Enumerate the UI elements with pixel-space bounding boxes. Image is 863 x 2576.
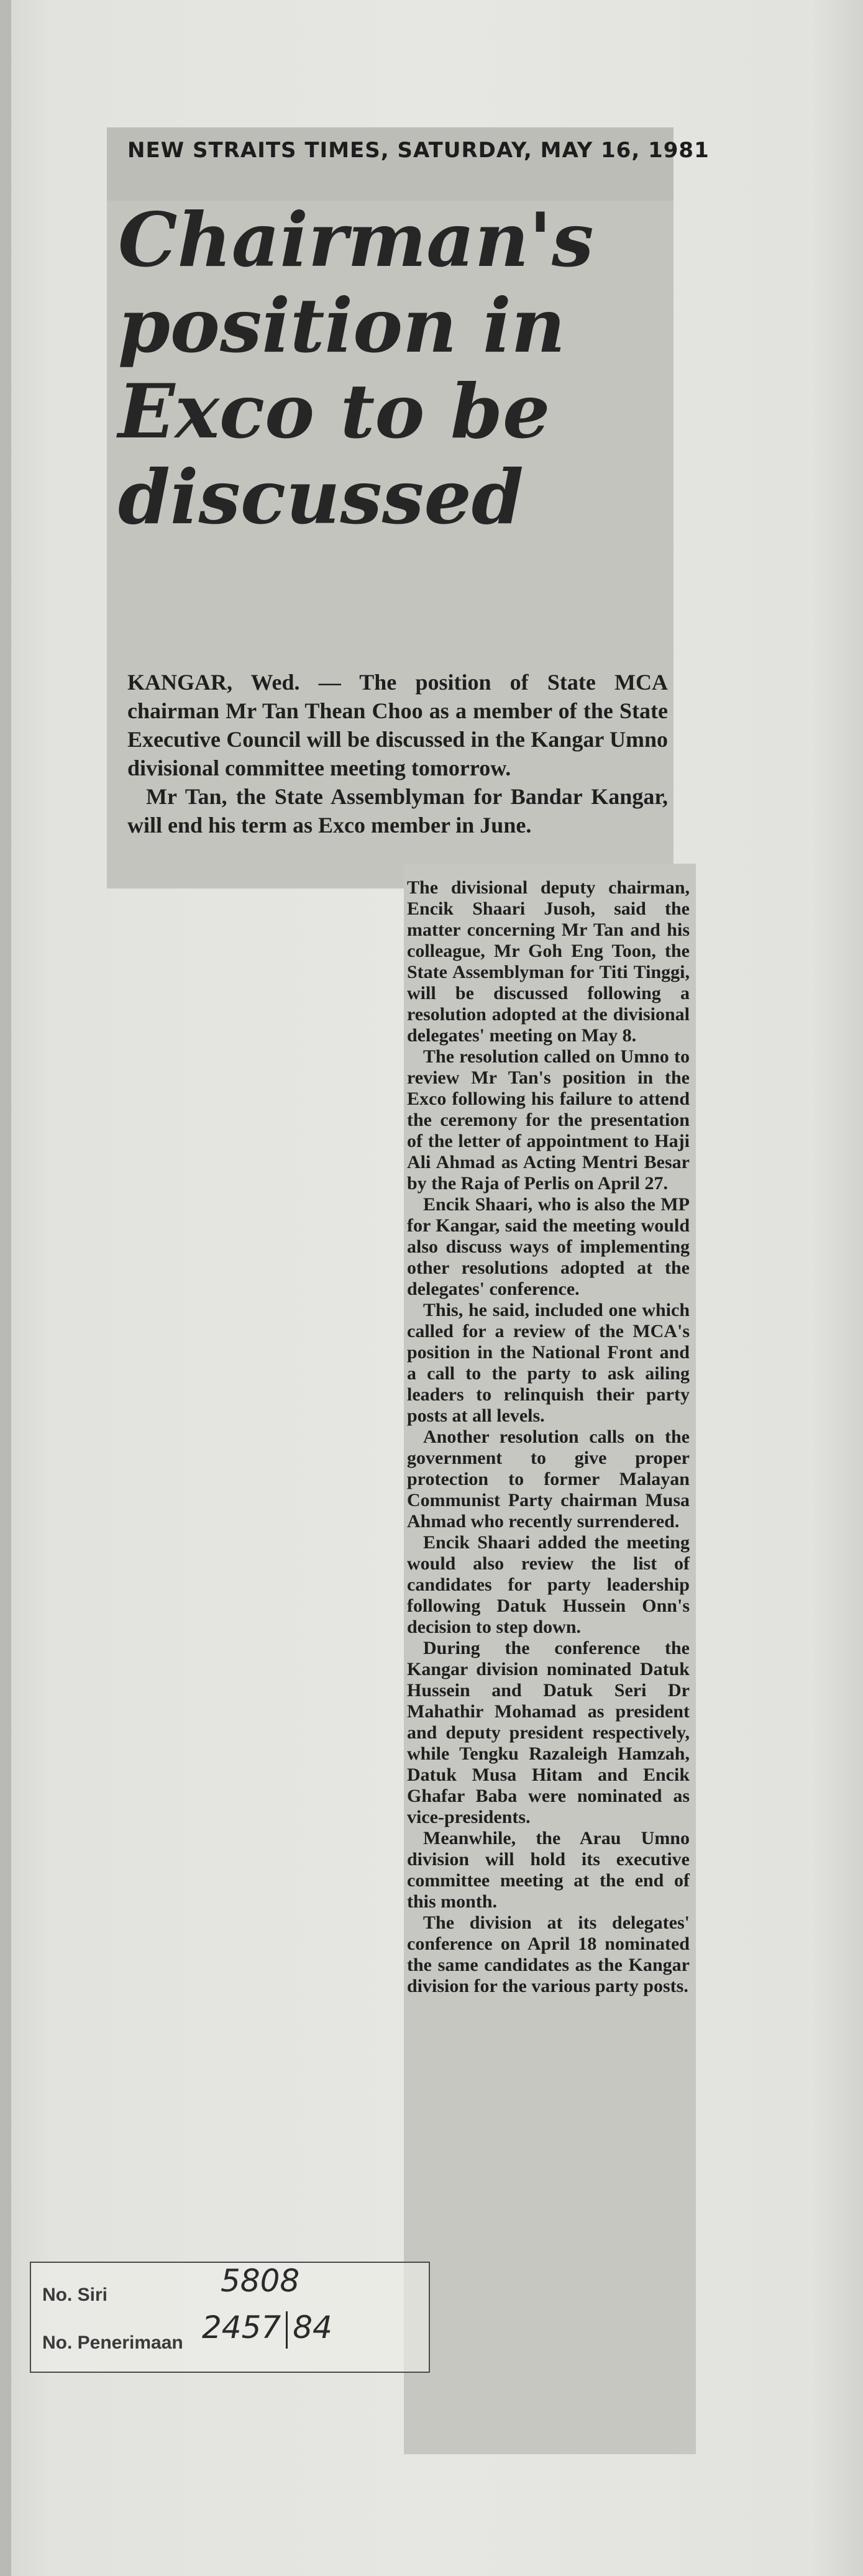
headline-line-2: position in	[118, 282, 565, 370]
stamp-siri-label: No. Siri	[42, 2285, 108, 2305]
column-paragraph-5: Another resolution calls on the government to give proper protection to former Malayan Communist Party chairman Musa Ahmad who recently surrendered.	[407, 1427, 690, 1532]
column-paragraph-7: During the conference the Kangar division nominated Datuk Hussein and Datuk Seri Dr Mahathir Mohamad as president and deputy president respectively, while Tengku Razaleigh Hamzah, Datuk Musa Hitam and Encik Ghafar Baba were nominated as vice-presidents.	[407, 1638, 690, 1827]
dateline: NEW STRAITS TIMES, SATURDAY, MAY 16, 1981	[127, 138, 710, 163]
column-paragraph-6: Encik Shaari added the meeting would also review the list of candidates for party leadership following Datuk Hussein Onn's decision to step down.	[407, 1532, 690, 1637]
headline	[118, 198, 671, 541]
headline-line-4: discussed	[118, 454, 524, 541]
column-paragraph-2: The resolution called on Umno to review Mr Tan's position in the Exco following his failure to attend the ceremony for the presentation of the letter of appointment to Haji Ali Ahmad as Acting Mentri Besar by the Raja of Perlis on April 27.	[407, 1046, 690, 1194]
stamp-row-siri	[42, 2285, 107, 2306]
stamp-penerimaan-label: No. Penerimaan	[42, 2332, 183, 2353]
column-paragraph-1: The divisional deputy chairman, Encik Shaari Jusoh, said the matter concerning Mr Tan and his colleague, Mr Goh Eng Toon, the State Assemblyman for Titi Tinggi, will be discussed following a resolution adopted at the divisional delegates' meeting on May 8.	[407, 877, 690, 1046]
headline-line-1: Chairman's	[118, 196, 594, 284]
column-paragraph-4: This, he said, included one which called for a review of the MCA's position in the National Front and a call to the party to ask ailing leaders to relinquish their party posts at all levels.	[407, 1300, 690, 1426]
archive-stamp	[30, 2262, 430, 2373]
page-spine-shadow	[0, 0, 11, 2576]
headline-line-3: Exco to be	[118, 368, 550, 455]
article-column	[407, 877, 690, 1997]
stamp-row-penerimaan	[42, 2332, 183, 2354]
stamp-penerimaan-value-1: 2457	[202, 2309, 281, 2345]
column-paragraph-8: Meanwhile, the Arau Umno division will hold its executive committee meeting at the end of this month.	[407, 1828, 690, 1912]
stamp-penerimaan-value-2: 84	[293, 2309, 332, 2345]
stamp-value-separator	[286, 2311, 288, 2349]
lead-paragraph-2: Mr Tan, the State Assemblyman for Bandar Kangar, will end his term as Exco member in June.	[127, 784, 668, 838]
column-paragraph-9: The division at its delegates' conference on April 18 nominated the same candidates as the Kangar division for the various party posts.	[407, 1912, 690, 1996]
stamp-penerimaan-value	[202, 2309, 332, 2349]
lead-paragraph-1: KANGAR, Wed. — The position of State MCA chairman Mr Tan Thean Choo as a member of the State Executive Council will be discussed in the Kangar Umno divisional committee meeting tomorrow.	[127, 670, 668, 780]
lead-text	[127, 668, 668, 839]
stamp-siri-value: 5808	[221, 2263, 300, 2299]
column-paragraph-3: Encik Shaari, who is also the MP for Kangar, said the meeting would also discuss ways of implementing other resolutions adopted at the delegates' conference.	[407, 1194, 690, 1299]
